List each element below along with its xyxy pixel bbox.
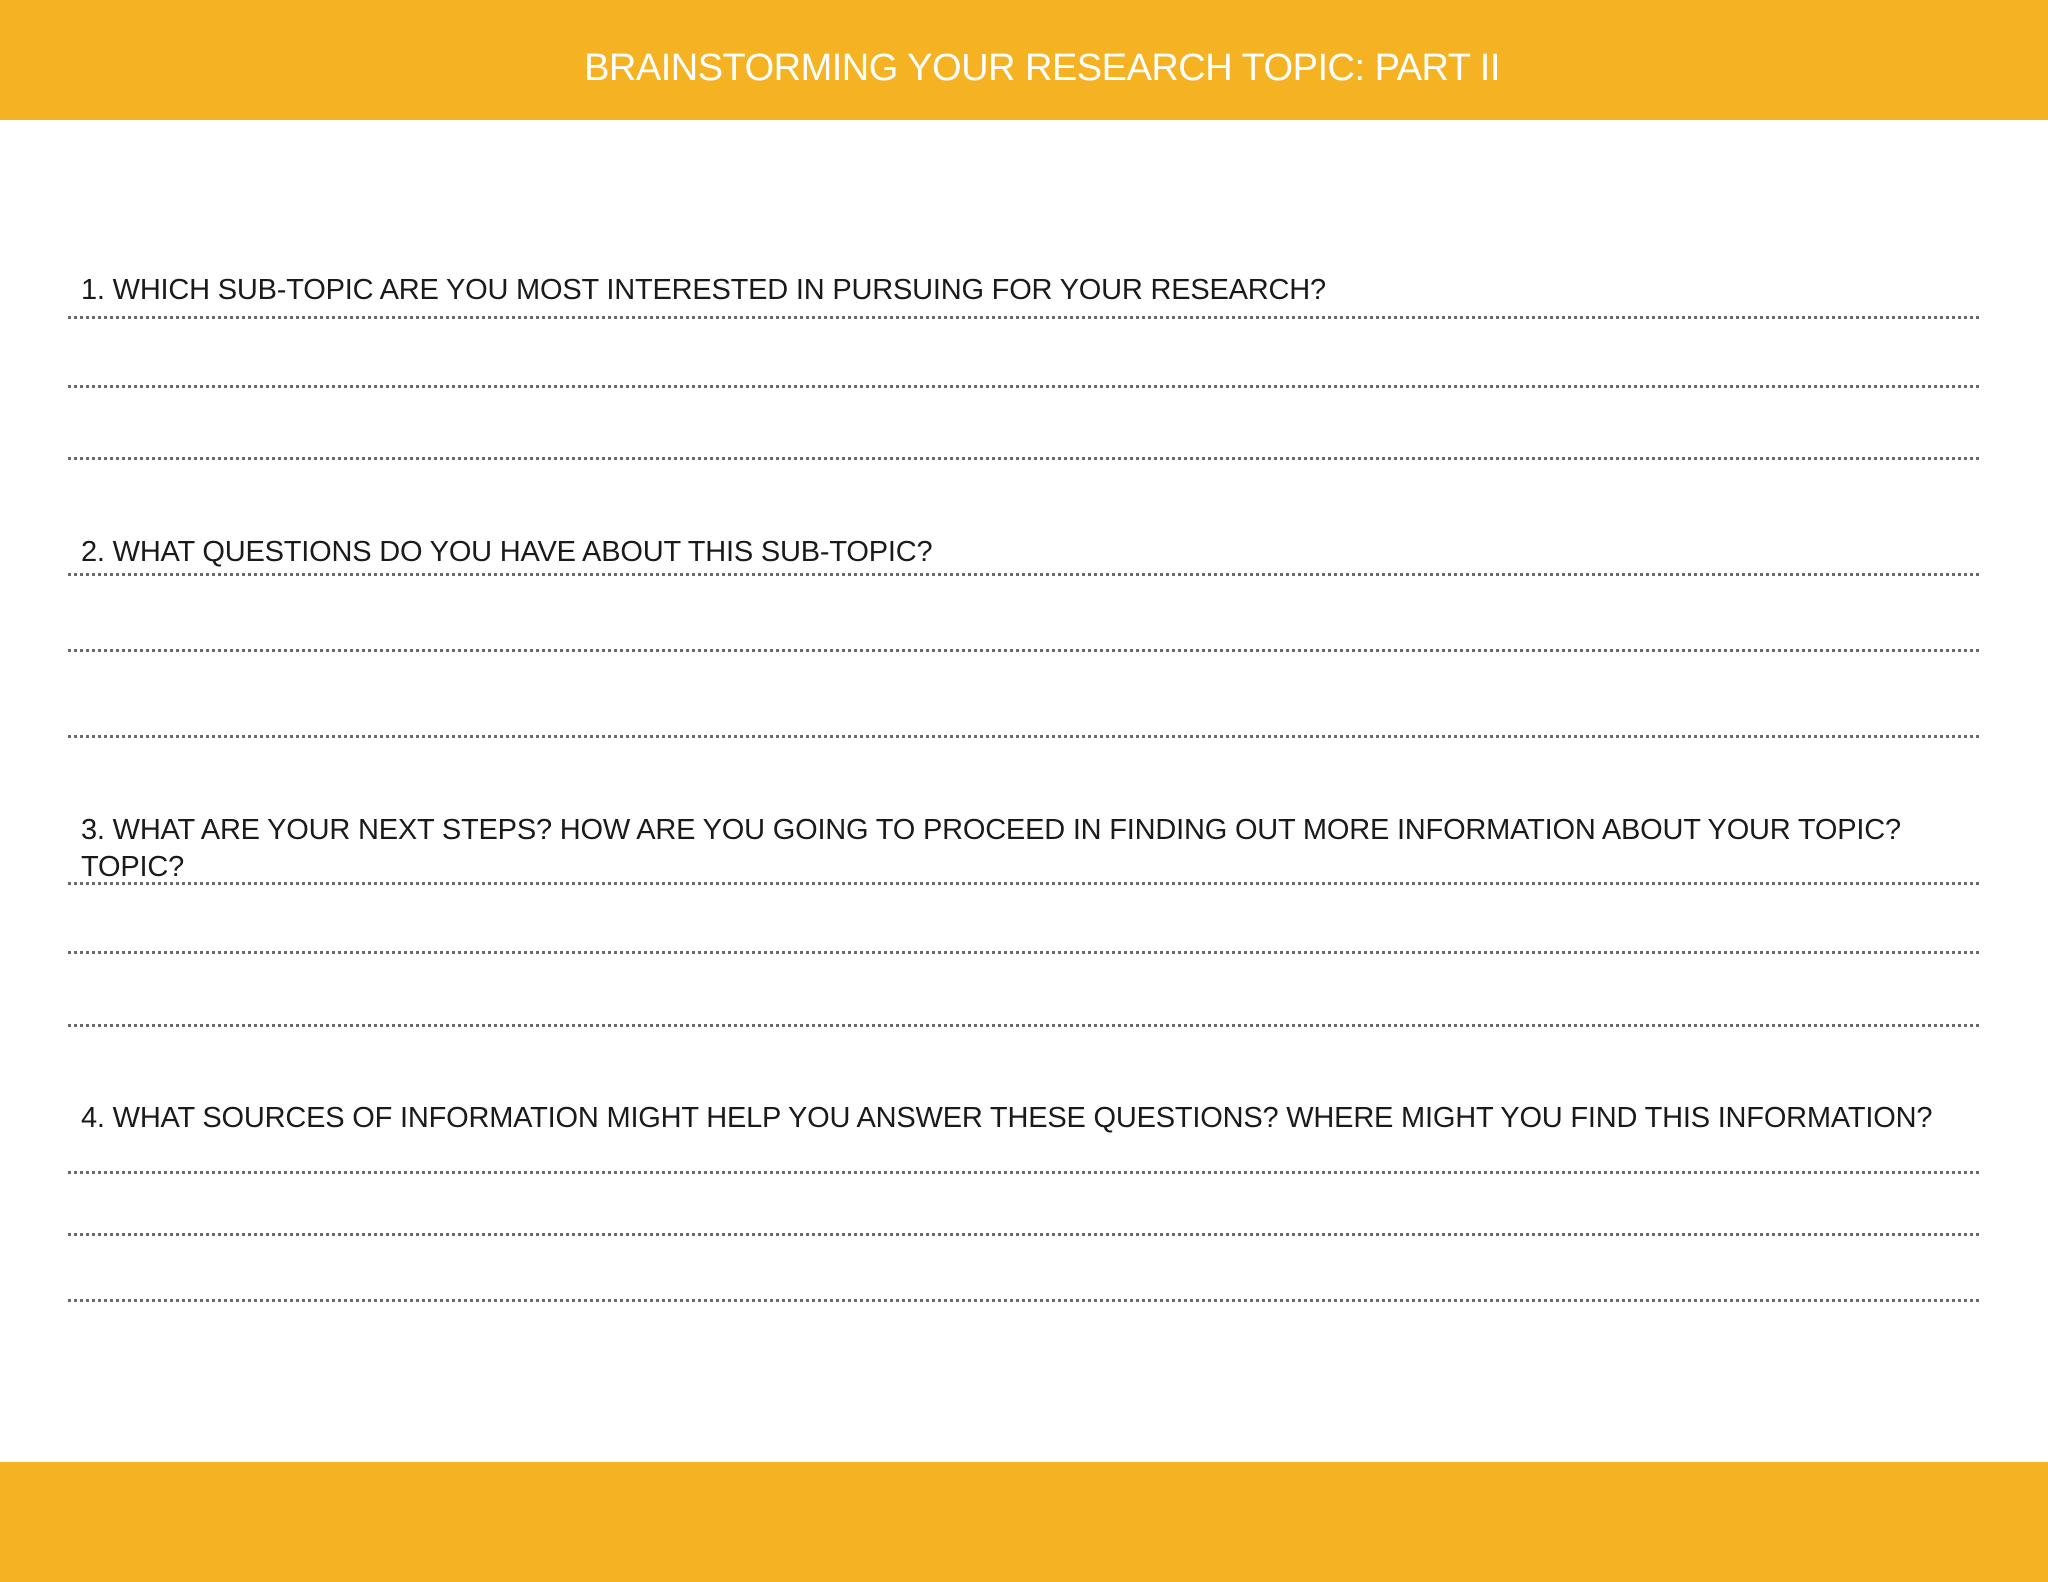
question-1-answer-line-1[interactable] [68,316,1979,319]
page-title: BRAINSTORMING YOUR RESEARCH TOPIC: PART II [584,47,1500,89]
question-3 [81,812,1981,886]
question-1-text: 1. WHICH SUB-TOPIC ARE YOU MOST INTERESTED IN PURSUING FOR YOUR RESEARCH? [81,274,1326,306]
question-2-answer-line-2[interactable] [68,649,1979,652]
question-2-text: 2. WHAT QUESTIONS DO YOU HAVE ABOUT THIS SUB-TOPIC? [81,536,933,568]
question-4-text: 4. WHAT SOURCES OF INFORMATION MIGHT HELP YOU ANSWER THESE QUESTIONS? WHERE MIGHT YOU FIND THIS INFORMATION? [81,1102,1933,1134]
question-1-answer-line-2[interactable] [68,385,1979,388]
question-2-answer-line-1[interactable] [68,573,1979,576]
question-1 [81,272,1981,309]
question-3-text: 3. WHAT ARE YOUR NEXT STEPS? HOW ARE YOU GOING TO PROCEED IN FINDING OUT MORE INFORMATION ABOUT YOUR TOPIC? [81,814,1901,846]
question-4-answer-line-2[interactable] [68,1233,1979,1236]
question-3-answer-line-2[interactable] [68,951,1979,954]
question-4 [81,1100,1981,1137]
question-4-answer-line-1[interactable] [68,1171,1979,1174]
question-3-overflow-text: TOPIC? [81,851,185,883]
question-3-answer-line-3[interactable] [68,1024,1979,1027]
question-2 [81,534,1981,571]
question-4-answer-line-3[interactable] [68,1299,1979,1302]
footer-bar [0,1462,2048,1582]
question-3-answer-line-1[interactable] [68,882,1979,885]
question-1-answer-line-3[interactable] [68,457,1979,460]
question-2-answer-line-3[interactable] [68,735,1979,738]
